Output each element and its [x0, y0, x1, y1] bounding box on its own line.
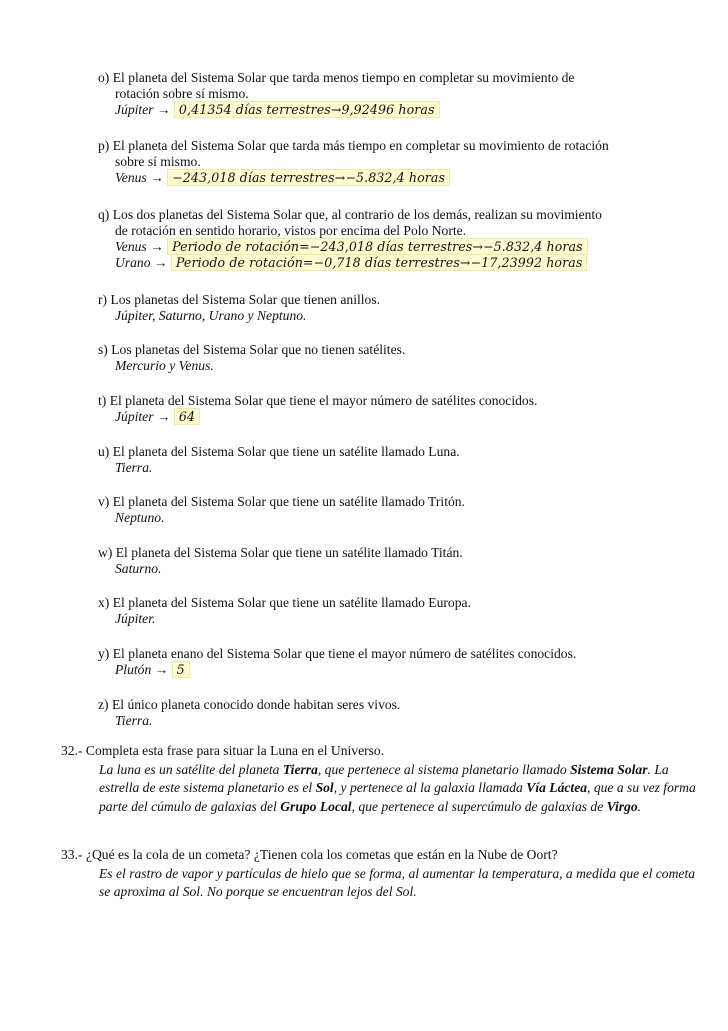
item-z	[98, 697, 698, 729]
item-p-answer-value: −243,018 días terrestres→−5.832,4 horas	[167, 169, 450, 186]
item-t	[98, 393, 698, 425]
item-s	[98, 342, 698, 374]
item-q-answer-1: Venus → Periodo de rotación=−243,018 días terrestres→−5.832,4 horas	[98, 239, 698, 255]
item-w-question: w) El planeta del Sistema Solar que tiene un satélite llamado Titán.	[98, 545, 463, 560]
item-y-answer: Plutón → 5	[98, 662, 698, 678]
item-w	[98, 545, 698, 577]
item-q	[98, 207, 698, 271]
answer-via-lactea: Vía Láctea	[526, 780, 588, 795]
question-33	[61, 846, 701, 902]
item-o-answer: Júpiter → 0,41354 días terrestres→9,92496 horas	[98, 102, 698, 118]
item-o	[98, 70, 698, 118]
item-p-question: p) El planeta del Sistema Solar que tarda más tiempo en completar su movimiento de rotación sobre sí mismo.	[98, 138, 609, 169]
item-z-question: z) El único planeta conocido donde habitan seres vivos.	[98, 697, 401, 712]
item-q-answer-1-value: Periodo de rotación=−243,018 días terrestres→−5.832,4 horas	[167, 238, 588, 255]
item-o-question: o) El planeta del Sistema Solar que tarda menos tiempo en completar su movimiento de rotación sobre sí mismo.	[98, 70, 575, 101]
question-33-text: 33.- ¿Qué es la cola de un cometa? ¿Tienen cola los cometas que están en la Nube de Oort?	[61, 847, 558, 862]
item-x-answer: Júpiter.	[115, 611, 156, 626]
question-32	[61, 742, 701, 816]
item-t-question: t) El planeta del Sistema Solar que tiene el mayor número de satélites conocidos.	[98, 393, 538, 408]
item-y-answer-value: 5	[172, 661, 190, 678]
item-x	[98, 595, 698, 627]
answer-sistema-solar: Sistema Solar	[570, 761, 648, 777]
item-o-answer-value: 0,41354 días terrestres→9,92496 horas	[174, 101, 440, 118]
item-z-answer: Tierra.	[115, 713, 153, 728]
item-p	[98, 138, 698, 186]
item-r	[98, 292, 698, 324]
answer-sol: Sol	[315, 780, 334, 795]
item-v-answer: Neptuno.	[115, 510, 165, 525]
item-s-answer: Mercurio y Venus.	[115, 358, 214, 373]
item-t-answer: Júpiter → 64	[98, 409, 698, 425]
item-r-answer: Júpiter, Saturno, Urano y Neptuno.	[115, 308, 307, 323]
answer-tierra: Tierra	[282, 761, 318, 777]
question-32-answer: La luna es un satélite del planeta Tierra, que pertenece al sistema planetario llamado Sistema Solar. La estrella de este sistema planetario es el Sol, y pertenece al la galaxia llamada Vía Láctea, que a su vez forma parte del cúmulo de galaxias del Grupo Local, que pertenece al supercúmulo de galaxias de Virgo.	[99, 761, 696, 814]
item-t-answer-value: 64	[174, 408, 200, 425]
item-u-question: u) El planeta del Sistema Solar que tiene un satélite llamado Luna.	[98, 444, 460, 459]
answer-virgo: Virgo	[606, 798, 638, 814]
item-u-answer: Tierra.	[115, 460, 153, 475]
question-32-text: 32.- Completa esta frase para situar la Luna en el Universo.	[61, 743, 385, 758]
item-q-answer-2: Urano → Periodo de rotación=−0,718 días terrestres→−17,23992 horas	[98, 255, 698, 271]
item-p-answer: Venus → −243,018 días terrestres→−5.832,4 horas	[98, 170, 698, 186]
item-y-question: y) El planeta enano del Sistema Solar que tiene el mayor número de satélites conocidos.	[98, 646, 577, 661]
item-w-answer: Saturno.	[115, 561, 162, 576]
item-x-question: x) El planeta del Sistema Solar que tiene un satélite llamado Europa.	[98, 595, 471, 610]
item-y	[98, 646, 698, 678]
item-s-question: s) Los planetas del Sistema Solar que no tienen satélites.	[98, 342, 406, 357]
item-r-question: r) Los planetas del Sistema Solar que tienen anillos.	[98, 292, 381, 307]
answer-grupo-local: Grupo Local	[280, 798, 352, 814]
item-v-question: v) El planeta del Sistema Solar que tiene un satélite llamado Tritón.	[98, 494, 465, 509]
item-q-question: q) Los dos planetas del Sistema Solar que, al contrario de los demás, realizan su movimiento de rotación en sentido horario, vistos por encima del Polo Norte.	[98, 207, 602, 238]
item-u	[98, 444, 698, 476]
item-v	[98, 494, 698, 526]
question-33-answer: Es el rastro de vapor y partículas de hielo que se forma, al aumentar la temperatura, a medida que el cometa se aproxima al Sol. No porque se encuentran lejos del Sol.	[99, 865, 696, 899]
item-q-answer-2-value: Periodo de rotación=−0,718 días terrestres→−17,23992 horas	[171, 254, 587, 271]
